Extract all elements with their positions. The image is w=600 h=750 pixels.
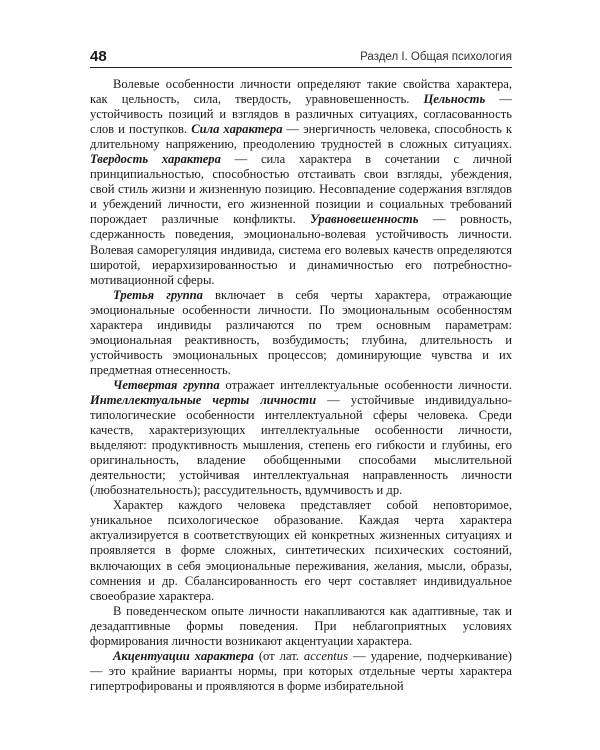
paragraph-character-uniqueness xyxy=(90,498,512,603)
text-run: — ровность, сдержанность поведения, эмоционально-волевая устойчивость личности. Волевая саморегуляция индивида, система его волевых качеств определяются широтой, иерархизированностью и динамичностью его потребностно-мотивационной сферы. xyxy=(90,212,512,287)
text-run: — устойчивые индивидуально-типологические особенности интеллектуальной сферы человека. Среди качеств, характеризующих интеллектуальные особенности личности, выделяют: продуктивность мышления, степень его гибкости и глубины, его оригинальность, владение обобщенными способами мыслительной деятельности; устойчивая интеллектуальная направленность личности (любознательность); рассудительность, вдумчивость и др. xyxy=(90,392,512,498)
term-integrity: Цельность xyxy=(423,92,486,107)
text-run: Волевые особенности личности определяют такие свойства характера, как цельность, сила, твердость, уравновешенность. xyxy=(90,77,512,107)
text-run: — устойчивость позиций и взглядов в различных ситуациях, согласованность слов и поступков. xyxy=(90,92,512,137)
text-run: — сила характера в сочетании с личной принципиальностью, способностью отстаивать свои взгляды, убеждения, свой стиль жизни и жизненную позицию. Несовпадение содержания взглядов и убеждений личности, его жизненной позиции и социальных требований порождает различные конфликты. xyxy=(90,152,512,227)
paragraph-fourth-group xyxy=(90,378,512,498)
term-intellectual-traits: Интеллектуальные черты личности xyxy=(90,392,317,407)
paragraph-third-group xyxy=(90,288,512,378)
term-fourth-group: Четвертая группа xyxy=(113,377,220,392)
page-header xyxy=(90,49,512,68)
term-firmness-of-character: Твердость характера xyxy=(90,152,221,167)
text-run: — ударение, подчеркивание) — это крайние варианты нормы, при которых отдельные черты характера гипертрофированы и проявляются в форме избирательной xyxy=(90,648,512,693)
text-run: В поведенческом опыте личности накапливаются как адаптивные, так и дезадаптивные формы поведения. При неблагоприятных условиях формирования личности возникают акцентуации характера. xyxy=(90,603,512,648)
running-title: Раздел I. Общая психология xyxy=(360,51,512,63)
text-run: (от лат. xyxy=(253,648,304,663)
page-number: 48 xyxy=(90,48,107,65)
term-third-group: Третья группа xyxy=(113,287,203,302)
term-balance: Уравновешенность xyxy=(310,212,419,227)
text-run: включает в себя черты характера, отражающие эмоциональные особенности личности. По эмоциональным особенностям характера индивиды различаются по трем основным параметрам: эмоциональная реактивность, возбудимость; глубина, длительность и устойчивость эмоциональных процессов; доминирующие чувства и их предметная отнесенность. xyxy=(90,287,512,377)
latin-word: accentus xyxy=(303,648,348,663)
paragraph-accentuations xyxy=(90,649,512,694)
body-text xyxy=(90,77,512,694)
paragraph-volitional-traits xyxy=(90,77,512,288)
term-strength-of-character: Сила характера xyxy=(191,122,283,137)
text-run: отражает интеллектуальные особенности личности. xyxy=(219,377,512,392)
term-character-accentuations: Акцентуации характера xyxy=(113,648,254,663)
text-run: Характер каждого человека представляет собой неповторимое, уникальное психологическое образование. Каждая черта характера актуализируется в соответствующих ей конкретных жизненных ситуациях и проявляется в форме сложных, синтетических психических состояний, включающих в себя эмоциональные переживания, желания, мысли, образы, сомнения и др. Сбалансированность его черт составляет индивидуальное своеобразие характера. xyxy=(90,498,512,603)
paragraph-behavioral-experience xyxy=(90,604,512,649)
text-run: — энергичность человека, способность к длительному напряжению, преодолению трудностей в сложных ситуациях. xyxy=(90,122,512,152)
